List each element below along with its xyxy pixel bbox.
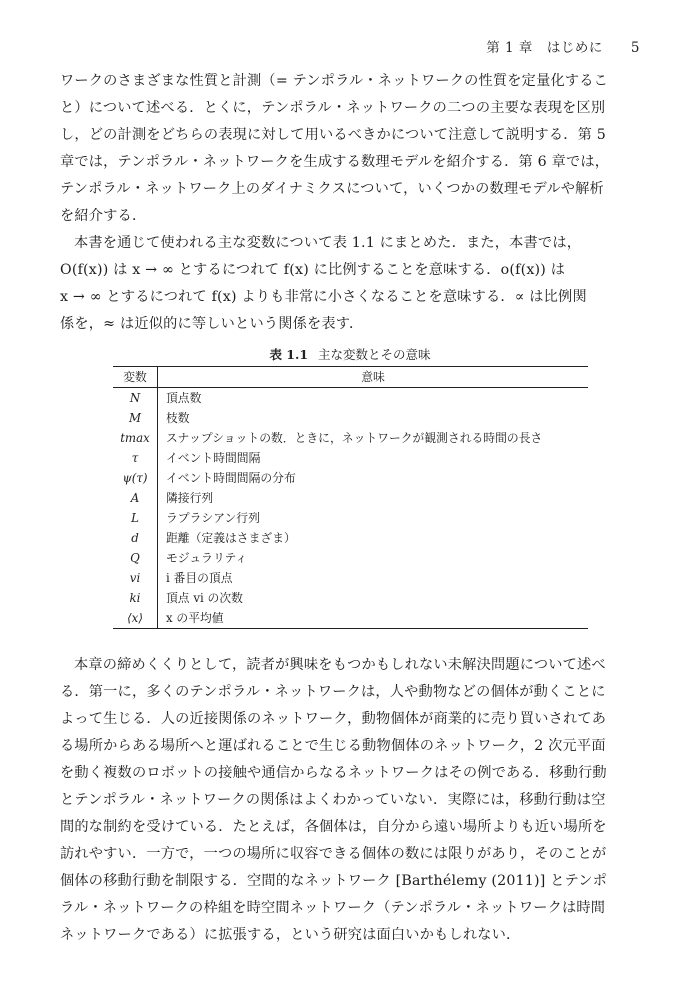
table-row [113, 388, 588, 409]
table-row [113, 408, 588, 428]
text-line: る場所からある場所へと運ばれることで生じる動物個体のネットワーク，2 次元平面 [60, 738, 606, 754]
meaning-cell: イベント時間間隔の分布 [166, 471, 296, 485]
text-line: ネットワークである）に拡張する，という研究は面白いかもしれない． [60, 927, 521, 943]
paragraph-open-problems [60, 652, 640, 949]
variable-cell: A [113, 488, 158, 508]
table-row [113, 528, 588, 548]
table-row [113, 508, 588, 528]
meaning-cell: i 番目の頂点 [166, 571, 233, 585]
text-line: 間的な制約を受けている．たとえば，各個体は，自分から遠い場所よりも近い場所を [60, 819, 607, 835]
text-line: 本章の締めくくりとして，読者が興味をもつかもしれない未解決問題について述べ [74, 657, 606, 673]
table-row [113, 468, 588, 488]
text-line: とテンポラル・ネットワークの関係はよくわかっていない．実際には，移動行動は空 [60, 792, 606, 808]
meaning-cell: 枝数 [166, 411, 190, 425]
table-caption-text: 主な変数とその意味 [318, 347, 431, 362]
table-row [113, 488, 588, 508]
text-line: と）について述べる．とくに，テンポラル・ネットワークの二つの主要な表現を区別 [60, 100, 606, 116]
table-row [113, 568, 588, 588]
text-line: し，どの計測をどちらの表現に対して用いるべきかについて注意して説明する．第 5 [60, 127, 606, 143]
paragraph-chapter-overview [60, 68, 640, 230]
variable-cell: τ [113, 448, 158, 468]
variable-cell: ki [113, 588, 158, 608]
table-caption-label: 表 1.1 [269, 347, 309, 362]
text-line: 章では，テンポラル・ネットワークを生成する数理モデルを紹介する．第 6 章では， [60, 154, 610, 170]
text-line: を紹介する． [60, 208, 147, 224]
paragraph-notation [60, 230, 640, 338]
text-line: る．第一に，多くのテンポラル・ネットワークは，人や動物などの個体が動くことに [60, 684, 606, 700]
table-row [113, 608, 588, 629]
table-row [113, 548, 588, 568]
meaning-cell: モジュラリティ [166, 551, 248, 565]
table-caption [0, 345, 700, 363]
text-line: O(f(x)) は x → ∞ とするにつれて f(x) に比例することを意味する．o(f(x)) は [60, 262, 566, 278]
page-number: 5 [630, 40, 640, 56]
variable-cell: Q [113, 548, 158, 568]
meaning-cell: 隣接行列 [166, 491, 214, 505]
variables-table [113, 366, 588, 629]
variable-cell: M [113, 408, 158, 428]
chapter-number: 第 1 章 [486, 40, 533, 56]
meaning-cell: スナップショットの数．ときに，ネットワークが観測される時間の長さ [166, 431, 543, 445]
meaning-cell: 頂点 vi の次数 [166, 591, 243, 605]
variable-cell: vi [113, 568, 158, 588]
variable-cell: N [113, 388, 158, 409]
variable-cell: d [113, 528, 158, 548]
header-variable: 変数 [113, 367, 158, 388]
variable-cell: ⟨x⟩ [113, 608, 158, 629]
meaning-cell: ラプラシアン行列 [166, 511, 260, 525]
text-line: 個体の移動行動を制限する．空間的なネットワーク [Barthélemy (2011)] とテンポ [60, 873, 608, 889]
meaning-cell: 距離（定義はさまざま） [166, 531, 296, 545]
meaning-cell: 頂点数 [166, 391, 202, 405]
table-row [113, 428, 588, 448]
text-line: 本書を通じて使われる主な変数について表 1.1 にまとめた．また，本書では， [74, 235, 582, 251]
text-line: を動く複数のロボットの接触や通信からなるネットワークはその例である．移動行動 [60, 765, 607, 781]
table-header-row [113, 367, 588, 388]
text-line: ラル・ネットワークの枠組を時空間ネットワーク（テンポラル・ネットワークは時間 [60, 900, 606, 916]
text-line: よって生じる．人の近接関係のネットワーク，動物個体が商業的に売り買いされてあ [60, 711, 607, 727]
table-row [113, 588, 588, 608]
variable-cell: L [113, 508, 158, 528]
text-line: ワークのさまざまな性質と計測（= テンポラル・ネットワークの性質を定量化するこ [60, 73, 609, 89]
variable-cell: tmax [113, 428, 158, 448]
meaning-cell: x の平均値 [166, 611, 224, 625]
meaning-cell: イベント時間間隔 [166, 451, 261, 465]
text-line: 訪れやすい．一方で，一つの場所に収容できる個体の数には限りがあり，そのことが [60, 846, 607, 862]
text-line: 係を，≈ は近似的に等しいという関係を表す． [60, 316, 364, 332]
header-meaning: 意味 [361, 370, 385, 384]
text-line: テンポラル・ネットワーク上のダイナミクスについて，いくつかの数理モデルや解析 [60, 181, 604, 197]
running-header [486, 36, 640, 56]
table-row [113, 448, 588, 468]
chapter-title: はじめに [546, 40, 603, 56]
text-line: x → ∞ とするにつれて f(x) よりも非常に小さくなることを意味する．∝ は比例関 [60, 289, 587, 305]
variable-cell: ψ(τ) [113, 468, 158, 488]
